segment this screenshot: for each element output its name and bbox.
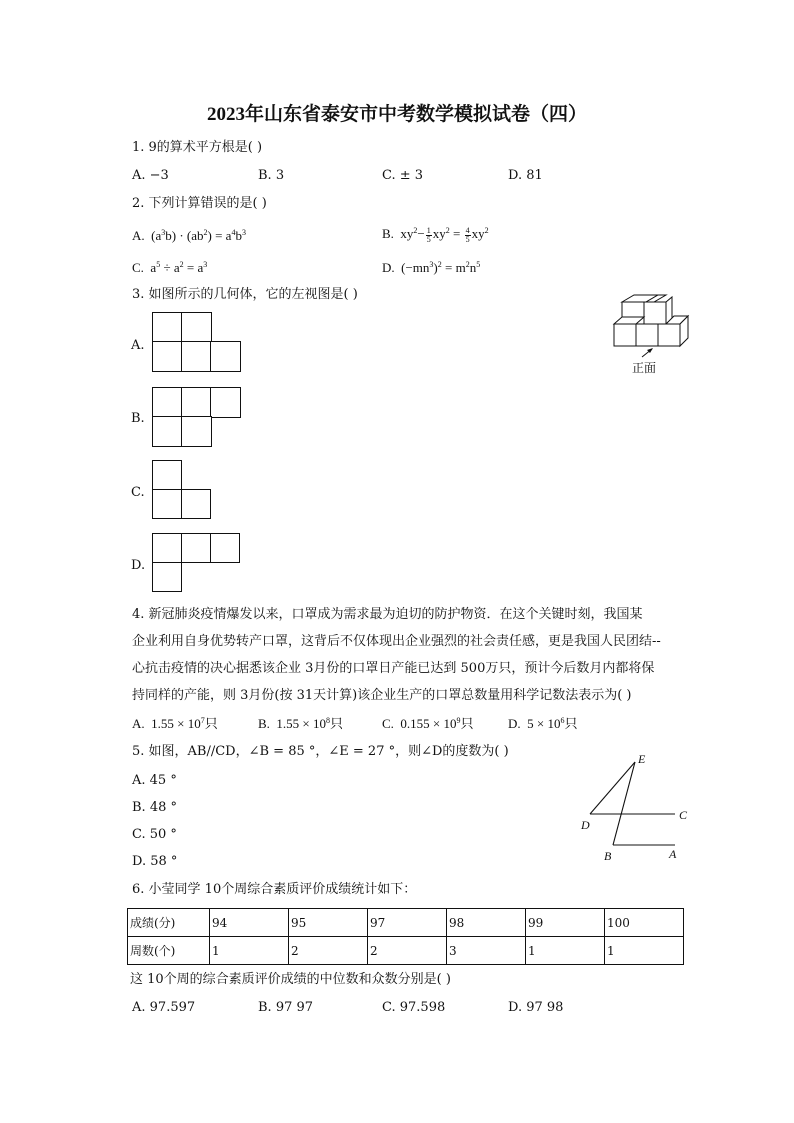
q5-option-b: B. 48 °: [132, 800, 177, 815]
table-cell: 95: [289, 909, 368, 937]
q2-option-c: C. $a^5 \div a^2 = a^3$: [132, 260, 208, 275]
q5-geometry-figure: [575, 748, 695, 866]
q1-option-c: C. ± 3: [382, 168, 424, 183]
front-view-label: 正面: [632, 361, 657, 375]
table-cell: 成绩(分): [128, 909, 210, 937]
question-4-line-3: 心抗击疫情的决心据悉该企业 3月份的口罩日产能已达到 500万只，预计今后数月内都将保: [132, 661, 655, 676]
table-cell: 99: [526, 909, 605, 937]
q1-option-a: A. −3: [132, 168, 169, 183]
question-6-text: 这 10个周的综合素质评价成绩的中位数和众数分别是( ): [130, 972, 451, 987]
q3-option-a-label: A.: [131, 338, 145, 353]
q4-option-b: B. $1.55 \times 10^8$只: [258, 716, 344, 731]
q2-option-b: B. $xy^2-$ $\frac{1}{5}$ $xy^2$ = $\frac{4}{5}$ $xy^2$: [382, 225, 489, 244]
fraction-four-fifths: $\frac{4}{5}$: [465, 225, 470, 244]
question-1-stem: 1. 9的算术平方根是( ): [132, 140, 263, 155]
table-cell: 1: [210, 937, 289, 965]
q5-option-a: A. 45 °: [132, 773, 177, 788]
q4-option-a: A. $1.55 \times 10^7$只: [132, 716, 218, 731]
q6-option-c: C. 97.598: [382, 1000, 446, 1015]
q5-option-c: C. 50 °: [132, 827, 177, 842]
table-row: [128, 909, 684, 937]
point-e-label: E: [638, 752, 646, 766]
q6-option-b: B. 97 97: [258, 1000, 314, 1015]
question-4-line-2: 企业利用自身优势转产口罩，这背后不仅体现出企业强烈的社会责任感，更是我国人民团结--: [132, 634, 661, 649]
question-2-stem: 2. 下列计算错误的是( ): [132, 196, 267, 211]
page-title: 2023年山东省泰安市中考数学模拟试卷（四）: [206, 104, 587, 125]
table-cell: 2: [368, 937, 447, 965]
question-4-line-4: 持同样的产能，则 3月份(按 31天计算)该企业生产的口罩总数量用科学记数法表示为( ): [132, 688, 632, 703]
table-cell: 1: [526, 937, 605, 965]
question-5-stem: 5. 如图，AB//CD，∠B = 85 °，∠E = 27 °，则∠D的度数为( ): [132, 744, 509, 759]
q2-option-d: D. $(-mn^3)^2 = m^2n^5$: [382, 260, 481, 275]
table-cell: 2: [289, 937, 368, 965]
q3-option-d-label: D.: [131, 558, 146, 573]
table-cell: 3: [447, 937, 526, 965]
q6-option-d: D. 97 98: [508, 1000, 564, 1015]
q4-option-d: D. $5 \times 10^6$只: [508, 716, 578, 731]
q4-option-c: C. $0.155 \times 10^9$只: [382, 716, 474, 731]
table-row: [128, 937, 684, 965]
point-d-label: D: [581, 818, 590, 832]
q3-option-b-label: B.: [131, 411, 145, 426]
point-b-label: B: [604, 849, 612, 863]
q5-option-d: D. 58 °: [132, 854, 178, 869]
score-table: [127, 908, 684, 965]
table-cell: 1: [605, 937, 684, 965]
table-cell: 100: [605, 909, 684, 937]
point-a-label: A: [669, 847, 677, 861]
table-cell: 97: [368, 909, 447, 937]
table-cell: 98: [447, 909, 526, 937]
q1-option-d: D. 81: [508, 168, 543, 183]
question-6-stem: 6. 小莹同学 10个周综合素质评价成绩统计如下：: [132, 882, 417, 897]
table-cell: 周数(个): [128, 937, 210, 965]
point-c-label: C: [679, 808, 688, 822]
q1-option-b: B. 3: [258, 168, 285, 183]
fraction-one-fifth: $\frac{1}{5}$: [426, 225, 431, 244]
table-cell: 94: [210, 909, 289, 937]
q3-option-c-label: C.: [131, 485, 145, 500]
q2-option-a: A. $(a^3b) \cdot (ab^2) = a^4b^3$: [132, 228, 246, 243]
q6-option-a: A. 97.597: [132, 1000, 196, 1015]
question-4-line-1: 4. 新冠肺炎疫情爆发以来，口罩成为需求最为迫切的防护物资．在这个关键时刻，我国某: [132, 607, 643, 622]
q3-solid-figure: [606, 290, 692, 382]
question-3-stem: 3. 如图所示的几何体，它的左视图是( ): [132, 287, 358, 302]
